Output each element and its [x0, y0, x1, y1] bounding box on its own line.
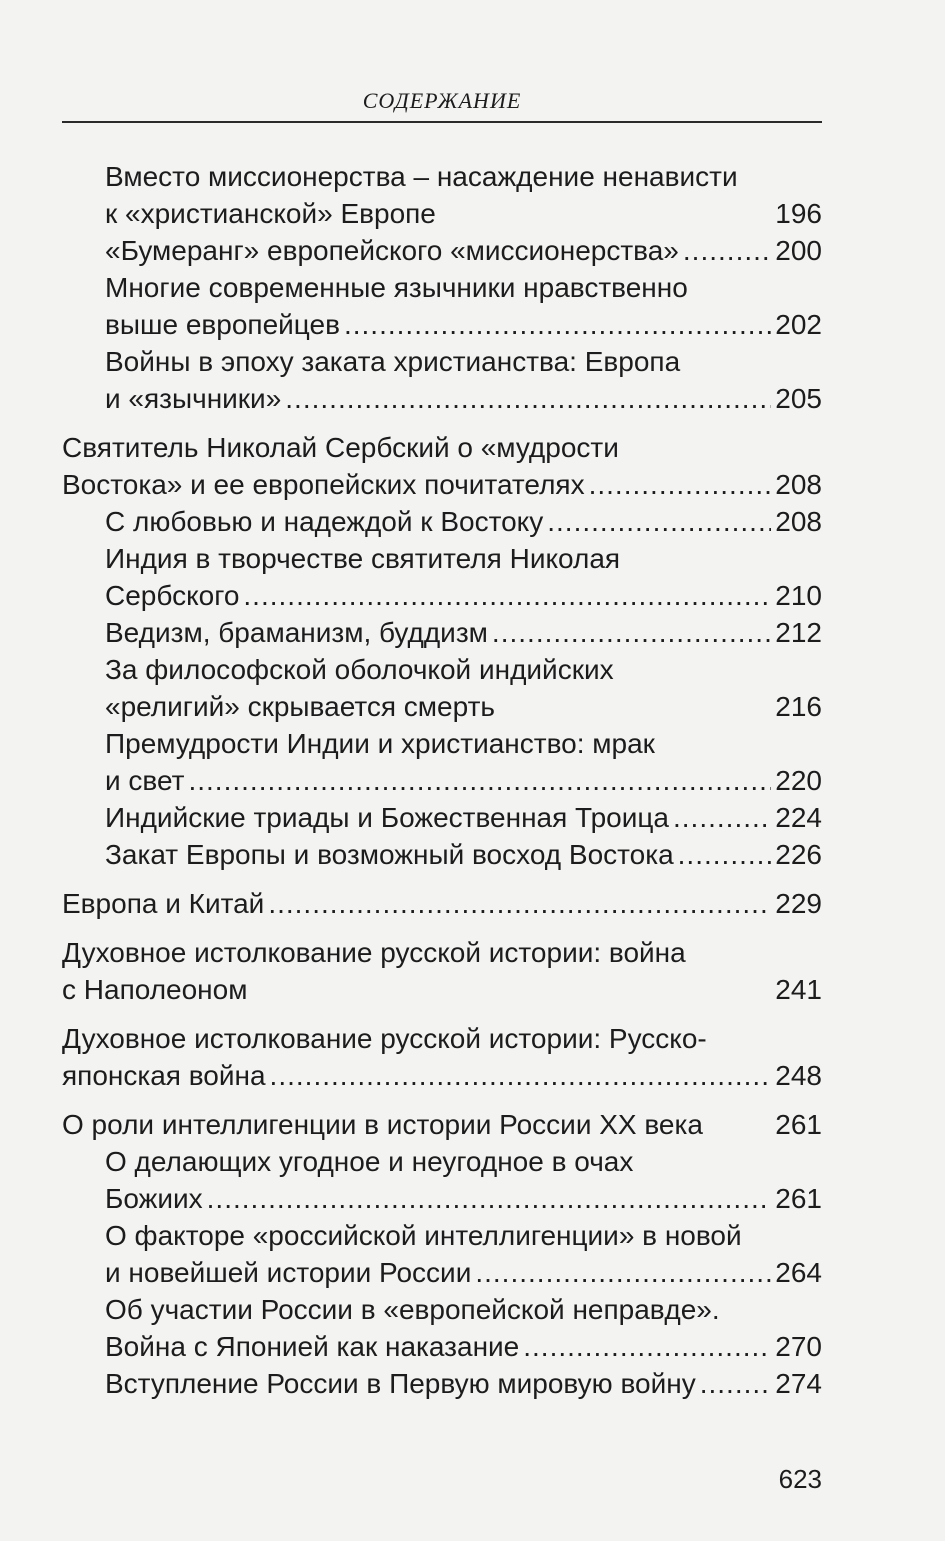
toc-page-number: 224 — [775, 802, 822, 833]
toc-entry — [62, 429, 822, 503]
toc-entry-last-line — [105, 195, 822, 232]
toc-entry-last-line — [105, 836, 822, 873]
toc-entry-title-line: За философской оболочкой индийских — [105, 654, 614, 685]
toc-entry — [62, 934, 822, 1008]
toc-entry-title-line: выше европейцев — [105, 309, 340, 340]
toc-entry-title-line: «Бумеранг» европейского «миссионерства» — [105, 235, 679, 266]
toc-entry-last-line — [105, 1180, 822, 1217]
dot-leader — [678, 836, 772, 873]
toc-entry-title-line: Ведизм, браманизм, буддизм — [105, 617, 488, 648]
toc-entry — [62, 540, 822, 614]
header-rule — [62, 121, 822, 123]
toc-entry-title-line: и новейшей истории России — [105, 1257, 472, 1288]
toc-entry-title-line: Премудрости Индии и христианство: мрак — [105, 728, 655, 759]
toc-page-number: 261 — [775, 1109, 822, 1140]
toc-entry-last-line — [105, 1328, 822, 1365]
toc-entry-title-line: Вступление России в Первую мировую войну — [105, 1368, 696, 1399]
toc-entry — [62, 1217, 822, 1291]
toc-entry-title-line: Святитель Николай Сербский о «мудрости — [62, 432, 619, 463]
dot-leader — [547, 503, 771, 540]
toc-entry-title-line: Духовное истолкование русской истории: Русско- — [62, 1023, 707, 1054]
toc-entry — [62, 1291, 822, 1365]
toc-entry — [62, 651, 822, 725]
toc-page-number: 229 — [775, 888, 822, 919]
toc-entry — [62, 1106, 822, 1143]
toc-entry-title-line: Духовное истолкование русской истории: война — [62, 937, 686, 968]
toc-entry-title-line: С любовью и надеждой к Востоку — [105, 506, 544, 537]
toc-entry-title-line: Востока» и ее европейских почитателях — [62, 469, 585, 500]
dot-leader — [523, 1328, 771, 1365]
dot-leader — [344, 306, 771, 343]
toc-entry — [62, 1143, 822, 1217]
toc-entry-title-line: Божиих — [105, 1183, 203, 1214]
toc-entry-title-line: Индия в творчестве святителя Николая — [105, 543, 621, 574]
dot-leader — [683, 232, 771, 269]
toc-entry-last-line — [105, 1254, 822, 1291]
toc-page-number: 202 — [775, 309, 822, 340]
toc-entry-last-line — [62, 971, 822, 1008]
toc-entry-last-line — [105, 762, 822, 799]
toc-page-number: 248 — [775, 1060, 822, 1091]
toc-entry-title-line: Индийские триады и Божественная Троица — [105, 802, 669, 833]
toc-entry — [62, 343, 822, 417]
toc-entry — [62, 885, 822, 922]
page-number: 623 — [778, 1464, 822, 1494]
toc-page-number: 261 — [775, 1183, 822, 1214]
toc-entry-last-line — [62, 885, 822, 922]
toc-entry — [62, 158, 822, 232]
toc-entry-title-line: японская война — [62, 1060, 266, 1091]
toc-entry-last-line — [105, 380, 822, 417]
toc-entry-title-line: Вместо миссионерства – насаждение ненависти — [105, 161, 738, 192]
toc-page-number: 200 — [775, 235, 822, 266]
dot-leader — [285, 380, 771, 417]
toc-page-number: 274 — [775, 1368, 822, 1399]
toc-entry-title-line: О делающих угодное и неугодное в очах — [105, 1146, 634, 1177]
dot-leader — [700, 1365, 772, 1402]
toc-page-number: 264 — [775, 1257, 822, 1288]
toc-entry-last-line — [62, 1106, 822, 1143]
toc-entry-last-line — [62, 466, 822, 503]
toc-entry-last-line — [105, 799, 822, 836]
toc-entry-title-line: и «язычники» — [105, 383, 282, 414]
toc-entry — [62, 799, 822, 836]
table-of-contents — [62, 158, 822, 1402]
toc-entry-title-line: к «христианской» Европе — [105, 198, 436, 229]
toc-page-number: 241 — [775, 974, 822, 1005]
toc-entry-title-line: «религий» скрывается смерть — [105, 691, 495, 722]
toc-entry-title-line: и свет — [105, 765, 185, 796]
dot-leader — [589, 466, 772, 503]
toc-entry-last-line — [105, 614, 822, 651]
toc-page-number: 220 — [775, 765, 822, 796]
toc-entry — [62, 232, 822, 269]
toc-entry-last-line — [105, 688, 822, 725]
toc-page-number: 205 — [775, 383, 822, 414]
toc-entry — [62, 503, 822, 540]
dot-leader — [243, 577, 771, 614]
toc-entry-title-line: Об участии России в «европейской неправде». — [105, 1294, 720, 1325]
toc-entry-last-line — [105, 306, 822, 343]
dot-leader — [270, 1057, 772, 1094]
toc-entry-title-line: Война с Японией как наказание — [105, 1331, 520, 1362]
dot-leader — [492, 614, 771, 651]
toc-page-number: 210 — [775, 580, 822, 611]
toc-entry-last-line — [105, 503, 822, 540]
toc-entry-title-line: Многие современные язычники нравственно — [105, 272, 688, 303]
toc-page-number: 226 — [775, 839, 822, 870]
toc-entry-last-line — [105, 232, 822, 269]
toc-entry-last-line — [105, 577, 822, 614]
toc-page-number: 212 — [775, 617, 822, 648]
dot-leader — [673, 799, 771, 836]
toc-entry — [62, 614, 822, 651]
toc-entry-title-line: с Наполеоном — [62, 974, 248, 1005]
dot-leader — [475, 1254, 771, 1291]
toc-entry-title-line: О факторе «российской интеллигенции» в новой — [105, 1220, 742, 1251]
toc-entry-title-line: Европа и Китай — [62, 888, 265, 919]
dot-leader — [188, 762, 771, 799]
running-header: СОДЕРЖАНИЕ — [362, 88, 522, 113]
toc-page-number: 216 — [775, 691, 822, 722]
toc-entry-title-line: Закат Европы и возможный восход Востока — [105, 839, 674, 870]
toc-entry-last-line — [105, 1365, 822, 1402]
toc-page-number: 208 — [775, 506, 822, 537]
toc-entry-title-line: Войны в эпоху заката христианства: Европа — [105, 346, 681, 377]
toc-entry — [62, 836, 822, 873]
dot-leader — [268, 885, 771, 922]
toc-entry-title-line: О роли интеллигенции в истории России XX века — [62, 1109, 703, 1140]
dot-leader — [207, 1180, 772, 1217]
toc-entry — [62, 725, 822, 799]
toc-entry-title-line: Сербского — [105, 580, 240, 611]
toc-entry — [62, 1365, 822, 1402]
toc-page-number: 208 — [775, 469, 822, 500]
toc-entry-last-line — [62, 1057, 822, 1094]
toc-entry — [62, 1020, 822, 1094]
toc-entry — [62, 269, 822, 343]
toc-page-number: 270 — [775, 1331, 822, 1362]
toc-page-number: 196 — [775, 198, 822, 229]
